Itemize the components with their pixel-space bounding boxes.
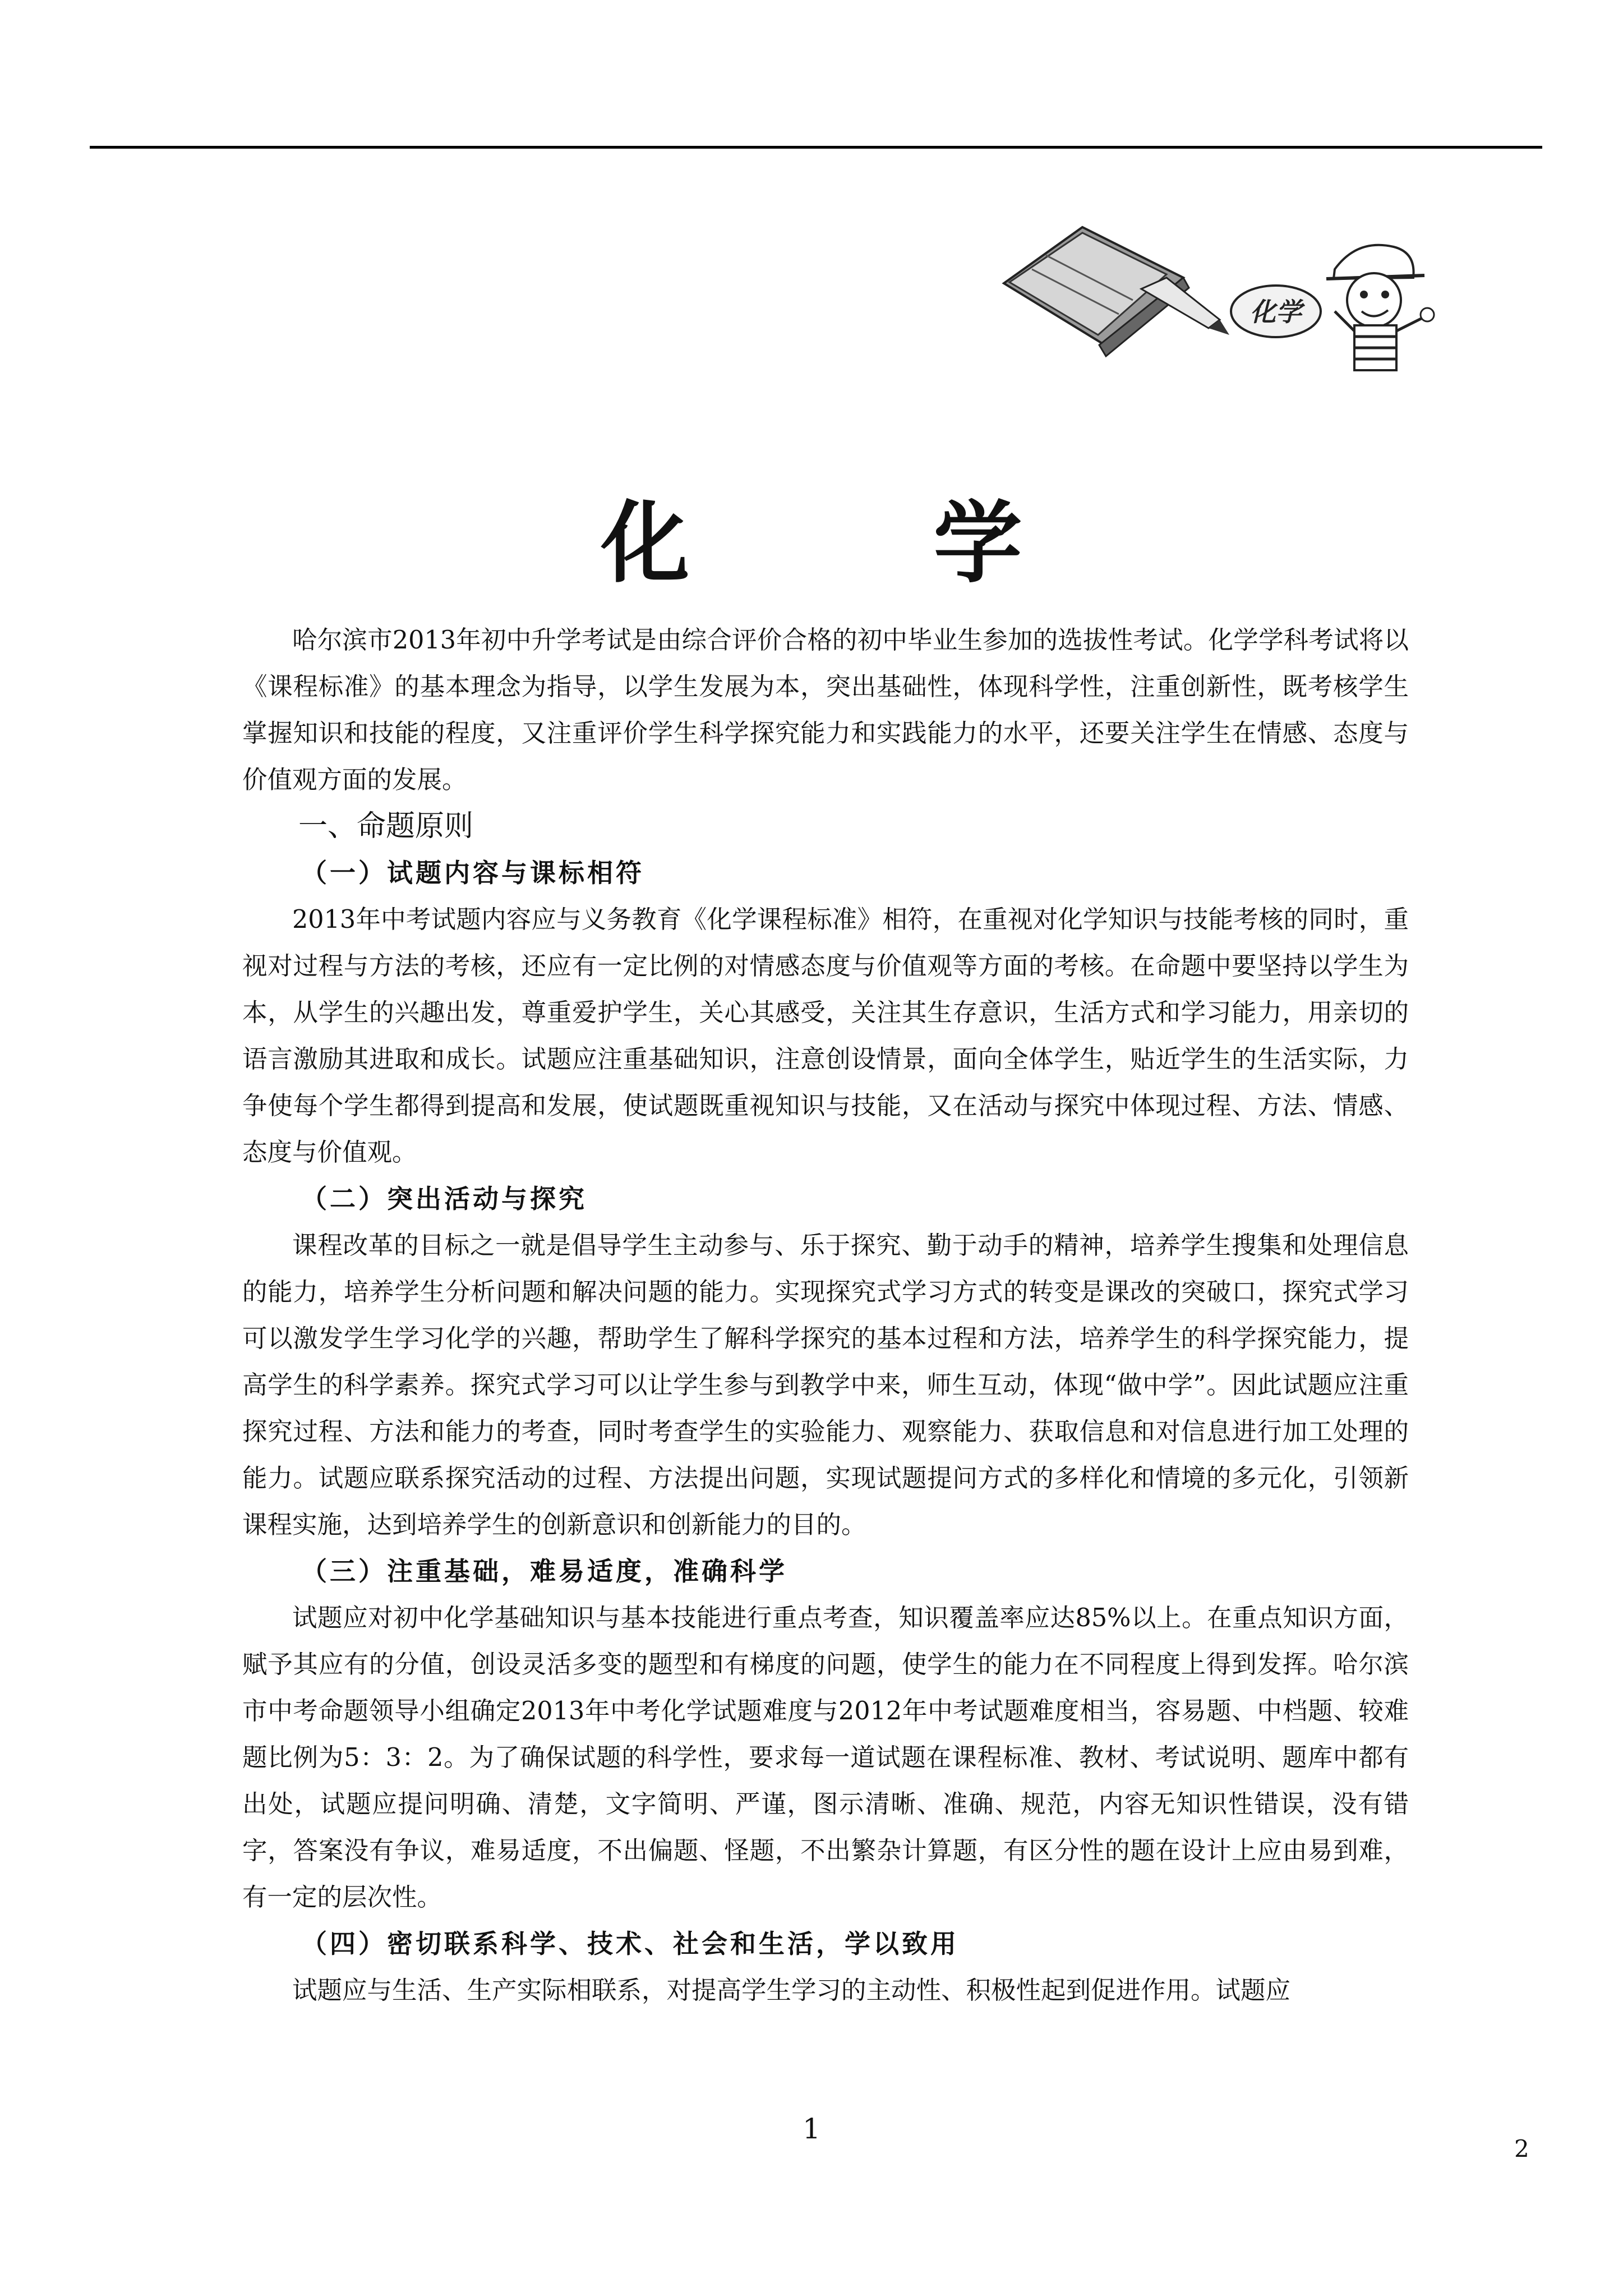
subsection-paragraph: 试题应与生活、生产实际相联系，对提高学生学习的主动性、积极性起到促进作用。试题应 [292,1976,1291,2005]
subsection-heading: （一）试题内容与课标相符 [301,858,644,888]
document-body [242,617,1409,2014]
page-number: 1 [803,2113,820,2145]
page-title: 化 学 [601,492,1129,595]
intro-paragraph: 哈尔滨市2013年初中升学考试是由综合评价合格的初中毕业生参加的选拔性考试。化学学科考试将以《课程标准》的基本理念为指导，以学生发展为本，突出基础性，体现科学性，注重创新性，既考核学生掌握知识和技能的程度，又注重评价学生科学探究能力和实践能力的水平，还要关注学生在情感、态度与价值观方面的发展。 [242,626,1409,794]
subsection-heading: （三）注重基础，难易适度，准确科学 [301,1556,787,1586]
cartoon-kid-icon [1326,245,1434,370]
subsection-heading: （二）突出活动与探究 [301,1184,587,1214]
edge-digit: 2 [1514,2135,1529,2162]
subsection-heading: （四）密切联系科学、技术、社会和生活，学以致用 [301,1929,959,1959]
subsection-paragraph: 2013年中考试题内容应与义务教育《化学课程标准》相符，在重视对化学知识与技能考核的同时，重视对过程与方法的考核，还应有一定比例的对情感态度与价值观等方面的考核。在命题中要坚持以学生为本，从学生的兴趣出发，尊重爱护学生，关心其感受，关注其生存意识，生活方式和学习能力，用亲切的语言激励其进取和成长。试题应注重基础知识，注意创设情景，面向全体学生，贴近学生的生活实际，力争使每个学生都得到提高和发展，使试题既重视知识与技能，又在活动与探究中体现过程、方法、情感、态度与价值观。 [242,905,1409,1167]
subsection-paragraph: 试题应对初中化学基础知识与基本技能进行重点考查，知识覆盖率应达85%以上。在重点知识方面，赋予其应有的分值，创设灵活多变的题型和有梯度的问题，使学生的能力在不同程度上得到发挥。哈尔滨市中考命题领导小组确定2013年中考化学试题难度与2012年中考试题难度相当，容易题、中档题、较难题比例为5：3：2。为了确保试题的科学性，要求每一道试题在课程标准、教材、考试说明、题库中都有出处，试题应提问明确、清楚，文字简明、严谨，图示清晰、准确、规范，内容无知识性错误，没有错字，答案没有争议，难易适度，不出偏题、怪题，不出繁杂计算题，有区分性的题在设计上应由易到难，有一定的层次性。 [242,1604,1409,1912]
header-rule [90,146,1542,149]
book-cartoon-illustration [998,216,1436,376]
section-heading: 一、命题原则 [298,809,474,843]
subsection-paragraph: 课程改革的目标之一就是倡导学生主动参与、乐于探究、勤于动手的精神，培养学生搜集和处理信息的能力，培养学生分析问题和解决问题的能力。实现探究式学习方式的转变是课改的突破口，探究式学习可以激发学生学习化学的兴趣，帮助学生了解科学探究的基本过程和方法，培养学生的科学探究能力，提高学生的科学素养。探究式学习可以让学生参与到教学中来，师生互动，体现“做中学”。因此试题应注重探究过程、方法和能力的考查，同时考查学生的实验能力、观察能力、获取信息和对信息进行加工处理的能力。试题应联系探究活动的过程、方法提出问题，实现试题提问方式的多样化和情境的多元化，引领新课程实施，达到培养学生的创新意识和创新能力的目的。 [242,1231,1409,1539]
subject-badge-label: 化学 [1250,297,1302,327]
